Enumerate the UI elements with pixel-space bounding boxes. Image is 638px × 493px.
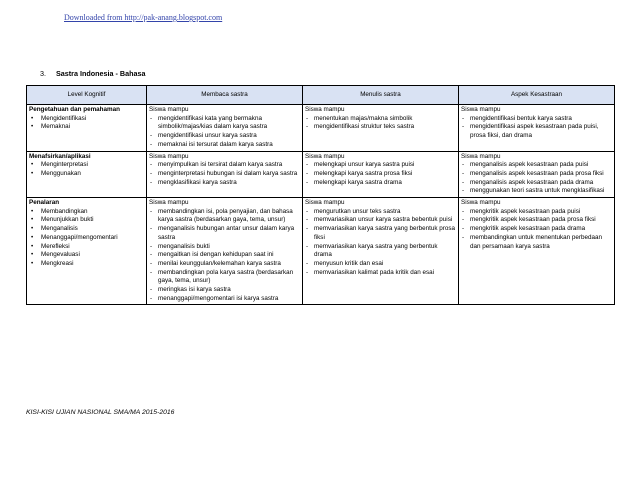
section-number: 3. bbox=[40, 69, 46, 78]
level-item: • Menginterpretasi bbox=[41, 161, 144, 170]
indicator-item: - menentukan majas/makna simbolik bbox=[314, 115, 456, 124]
kisi-kisi-table bbox=[26, 85, 615, 305]
menulis-cell bbox=[303, 198, 459, 305]
cell-intro: Siswa mampu bbox=[461, 199, 501, 207]
level-item: • Mengidentifikasi bbox=[41, 115, 144, 124]
level-title: Penalaran bbox=[29, 199, 60, 207]
menulis-cell bbox=[303, 151, 459, 198]
indicator-item: - memaknai isi tersurat dalam karya sastra bbox=[158, 141, 300, 150]
indicator-item: - menganalisis hubungan antar unsur dalam karya sastra bbox=[158, 225, 300, 242]
indicator-item: - mengkritik aspek kesastraan pada prosa fiksi bbox=[470, 216, 612, 225]
section-heading bbox=[40, 69, 145, 78]
level-item: • Mengevaluasi bbox=[41, 251, 144, 260]
table-body bbox=[27, 105, 615, 305]
level-title: Pengetahuan dan pemahaman bbox=[29, 106, 120, 113]
indicator-list bbox=[461, 208, 612, 252]
indicator-item: - mengidentifikasi kata yang bermakna simbolik/majas/kias dalam karya sastra bbox=[158, 115, 300, 132]
level-cell bbox=[27, 151, 147, 198]
indicator-list bbox=[305, 115, 456, 132]
table-row bbox=[27, 198, 615, 305]
indicator-item: - memvariasikan karya sastra yang berbentuk drama bbox=[314, 243, 456, 260]
indicator-list bbox=[461, 161, 612, 196]
indicator-item: - mengklasifikasi karya sastra bbox=[158, 179, 300, 188]
aspek-cell bbox=[459, 151, 615, 198]
indicator-item: - mengidentifikasi aspek kesastraan pada puisi, prosa fiksi, dan drama bbox=[470, 123, 612, 140]
indicator-item: - mengkritik aspek kesastraan pada puisi bbox=[470, 208, 612, 217]
cell-intro: Siswa mampu bbox=[149, 199, 189, 207]
indicator-item: - membandingkan isi, pola penyajian, dan bahasa karya sastra (berdasarkan gaya, tema, unsur) bbox=[158, 208, 300, 225]
indicator-item: - menginterpretasi hubungan isi dalam karya sastra bbox=[158, 170, 300, 179]
indicator-list bbox=[149, 208, 300, 304]
level-title: Menafsirkan/aplikasi bbox=[29, 152, 91, 160]
indicator-item: - menganalisis aspek kesastraan pada puisi bbox=[470, 161, 612, 170]
indicator-item: - melengkapi karya sastra prosa fiksi bbox=[314, 170, 456, 179]
column-header: Menulis sastra bbox=[303, 86, 459, 105]
download-source-link[interactable]: Downloaded from http://pak-anang.blogspot.com bbox=[64, 13, 223, 22]
membaca-cell bbox=[147, 105, 303, 152]
aspek-cell bbox=[459, 105, 615, 152]
indicator-item: - menanggapi/mengomentari isi karya sastra bbox=[158, 295, 300, 304]
level-item: • Membandingkan bbox=[41, 208, 144, 217]
indicator-item: - memvariasikan karya sastra yang berbentuk prosa fiksi bbox=[314, 225, 456, 242]
indicator-item: - melengkapi karya sastra drama bbox=[314, 179, 456, 188]
table-header-row bbox=[27, 86, 615, 105]
membaca-cell bbox=[147, 198, 303, 305]
document-footer: KISI-KISI UJIAN NASIONAL SMA/MA 2015-2016 bbox=[26, 409, 175, 416]
menulis-cell bbox=[303, 105, 459, 152]
level-item: • Memaknai bbox=[41, 123, 144, 132]
table-row bbox=[27, 105, 615, 152]
indicator-item: - menyimpulkan isi tersirat dalam karya sastra bbox=[158, 161, 300, 170]
cell-intro: Siswa mampu bbox=[461, 152, 501, 160]
level-item: • Merefleksi bbox=[41, 243, 144, 252]
cell-intro: Siswa mampu bbox=[305, 199, 345, 207]
indicator-item: - mengurutkan unsur teks sastra bbox=[314, 208, 456, 217]
section-title: Sastra Indonesia - Bahasa bbox=[56, 69, 146, 78]
level-list bbox=[29, 208, 144, 269]
indicator-item: - mengkritik aspek kesastraan pada drama bbox=[470, 225, 612, 234]
indicator-list bbox=[149, 161, 300, 187]
indicator-item: - menganalisis aspek kesastraan pada prosa fiksi bbox=[470, 170, 612, 179]
level-list bbox=[29, 161, 144, 178]
indicator-item: - melengkapi unsur karya sastra puisi bbox=[314, 161, 456, 170]
cell-intro: Siswa mampu bbox=[149, 152, 189, 160]
level-list bbox=[29, 115, 144, 132]
indicator-item: - membandingkan untuk menentukan perbedaan dan persamaan karya sastra bbox=[470, 234, 612, 251]
level-cell bbox=[27, 198, 147, 305]
indicator-item: - meringkas isi karya sastra bbox=[158, 286, 300, 295]
cell-intro: Siswa mampu bbox=[305, 152, 345, 160]
indicator-item: - memvariasikan unsur karya sastra bebentuk puisi bbox=[314, 216, 456, 225]
column-header: Membaca sastra bbox=[147, 86, 303, 105]
indicator-item: - menganalisis aspek kesastraan pada drama bbox=[470, 179, 612, 188]
level-cell bbox=[27, 105, 147, 152]
indicator-item: - mengaitkan isi dengan kehidupan saat ini bbox=[158, 251, 300, 260]
level-item: • Menunjukkan bukti bbox=[41, 216, 144, 225]
level-item: • Menganalisis bbox=[41, 225, 144, 234]
indicator-list bbox=[305, 161, 456, 187]
indicator-list bbox=[305, 208, 456, 278]
cell-intro: Siswa mampu bbox=[305, 106, 345, 113]
indicator-item: - memvariasikan kalimat pada kritik dan esai bbox=[314, 269, 456, 278]
cell-intro: Siswa mampu bbox=[461, 106, 501, 113]
membaca-cell bbox=[147, 151, 303, 198]
aspek-cell bbox=[459, 198, 615, 305]
indicator-list bbox=[149, 115, 300, 150]
indicator-item: - menganalisis bukti bbox=[158, 243, 300, 252]
indicator-list bbox=[461, 115, 612, 141]
level-item: • Menanggapi/mengomentari bbox=[41, 234, 144, 243]
indicator-item: - mengidentifikasi bentuk karya sastra bbox=[470, 115, 612, 124]
indicator-item: - menggunakan teori sastra untuk mengklasifikasi bbox=[470, 187, 612, 196]
indicator-item: - membandingkan pola karya sastra (berdasarkan gaya, tema, unsur) bbox=[158, 269, 300, 286]
column-header: Level Kognitif bbox=[27, 86, 147, 105]
indicator-item: - mengidentifikasi struktur teks sastra bbox=[314, 123, 456, 132]
indicator-item: - menilai keunggulan/kelemahan karya sastra bbox=[158, 260, 300, 269]
table-row bbox=[27, 151, 615, 198]
level-item: • Menggunakan bbox=[41, 170, 144, 179]
indicator-item: - mengidentifikasi unsur karya sastra bbox=[158, 132, 300, 141]
indicator-item: - menyusun kritik dan esai bbox=[314, 260, 456, 269]
column-header: Aspek Kesastraan bbox=[459, 86, 615, 105]
level-item: • Mengkreasi bbox=[41, 260, 144, 269]
cell-intro: Siswa mampu bbox=[149, 106, 189, 113]
